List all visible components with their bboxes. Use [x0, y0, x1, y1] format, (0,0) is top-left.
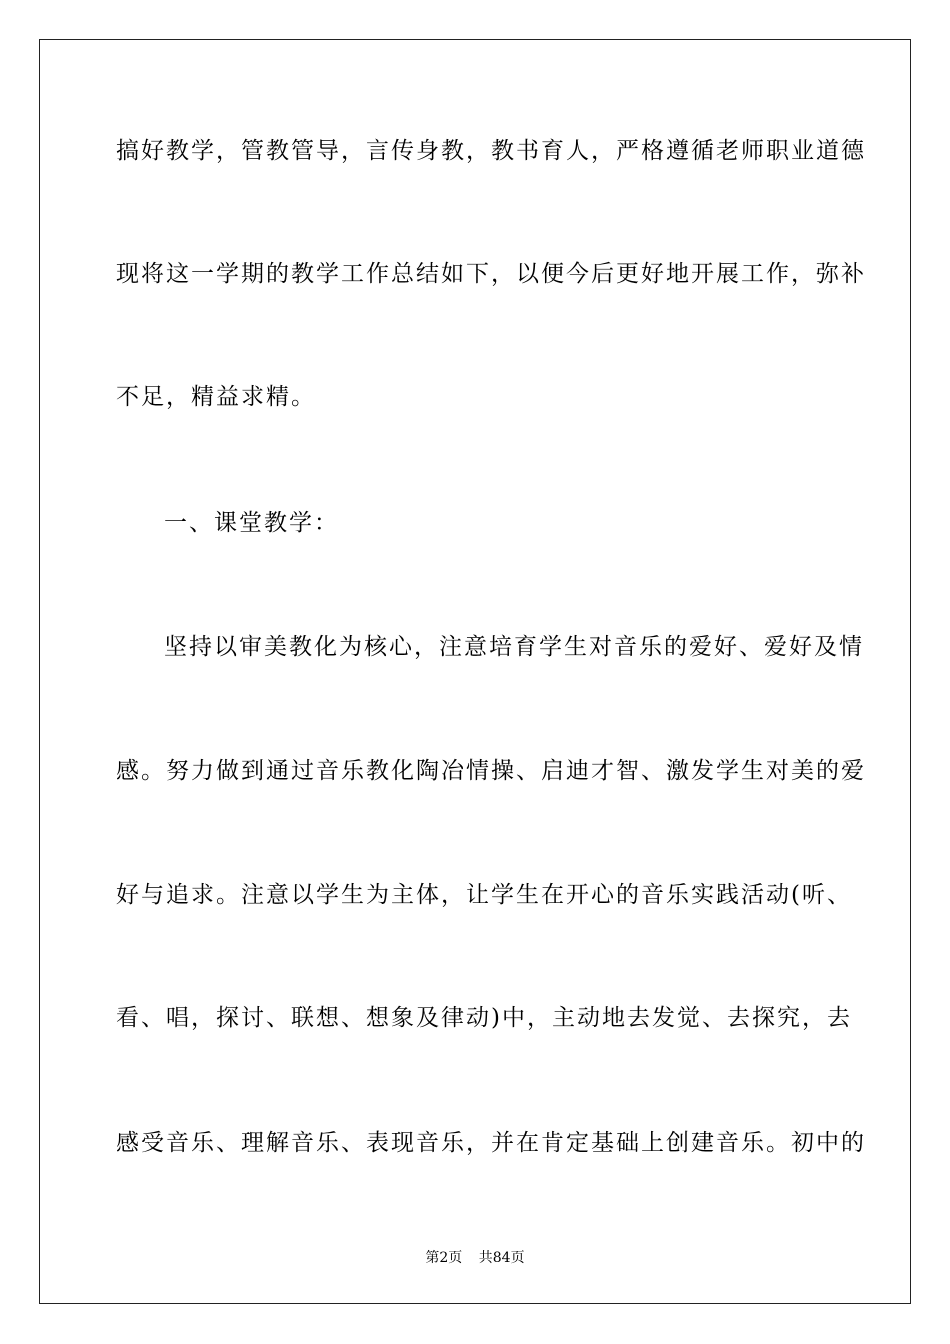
text-line-8: 看、唱，探讨、联想、想象及律动)中，主动地去发觉、去探究，去 — [116, 1005, 852, 1031]
text-line-5: 坚持以审美教化为核心，注意培育学生对音乐的爱好、爱好及情 — [164, 634, 864, 660]
page-total: 共84页 — [478, 1250, 525, 1266]
text-line-7: 好与追求。注意以学生为主体，让学生在开心的音乐实践活动(听、 — [116, 882, 852, 908]
page-footer — [0, 1248, 950, 1268]
text-line-1: 搞好教学，管教管导，言传身教，教书育人，严格遵循老师职业道德 — [116, 138, 866, 164]
section-heading: 一、课堂教学： — [164, 510, 339, 536]
text-line-9: 感受音乐、理解音乐、表现音乐，并在肯定基础上创建音乐。初中的 — [116, 1130, 866, 1156]
text-line-3: 不足，精益求精。 — [116, 384, 316, 410]
text-line-6: 感。努力做到通过音乐教化陶冶情操、启迪才智、激发学生对美的爱 — [116, 758, 866, 784]
page-number: 第2页 — [425, 1250, 463, 1266]
text-line-2: 现将这一学期的教学工作总结如下，以便今后更好地开展工作，弥补 — [116, 261, 866, 287]
page-border — [39, 39, 911, 1304]
